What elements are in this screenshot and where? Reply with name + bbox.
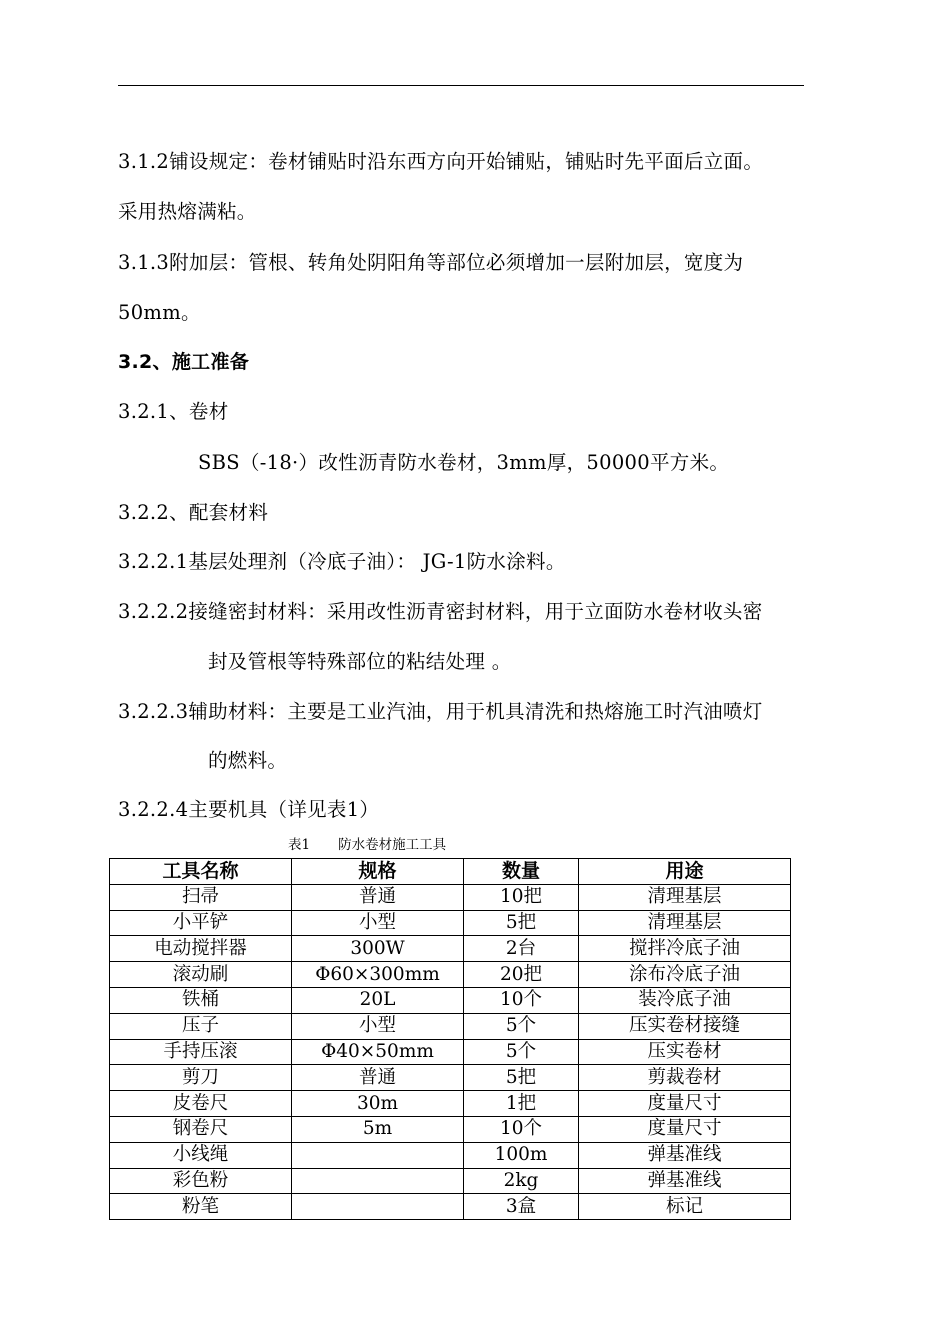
cell-quantity: 10个 (464, 1116, 579, 1142)
cell-usage: 弹基准线 (579, 1142, 791, 1168)
cell-usage: 压实卷材 (579, 1039, 791, 1065)
table-row (110, 962, 791, 988)
paragraph-3-2-2-1: 3.2.2.1基层处理剂（冷底子油）： JG-1防水涂料。 (118, 550, 566, 573)
header-rule (118, 85, 804, 86)
cell-usage: 压实卷材接缝 (579, 1013, 791, 1039)
header-spec: 规格 (292, 859, 464, 885)
cell-quantity: 1把 (464, 1091, 579, 1117)
cell-spec: 小型 (292, 1013, 464, 1039)
paragraph-3-1-3-cont: 50mm。 (118, 301, 201, 324)
cell-usage: 涂布冷底子油 (579, 962, 791, 988)
table-row (110, 1065, 791, 1091)
cell-tool-name: 扫帚 (110, 884, 292, 910)
cell-tool-name: 电动搅拌器 (110, 936, 292, 962)
cell-tool-name: 滚动刷 (110, 962, 292, 988)
cell-spec: 小型 (292, 910, 464, 936)
table-row (110, 1142, 791, 1168)
paragraph-3-2-2-4: 3.2.2.4主要机具（详见表1） (118, 798, 380, 821)
paragraph-3-2-1-detail: SBS（-18·）改性沥青防水卷材，3mm厚，50000平方米。 (198, 451, 730, 474)
header-usage: 用途 (579, 859, 791, 885)
table-row (110, 1013, 791, 1039)
cell-quantity: 3盒 (464, 1194, 579, 1220)
paragraph-3-2-2-3-cont: 的燃料。 (208, 749, 288, 772)
cell-usage: 装冷底子油 (579, 987, 791, 1013)
cell-spec: 5m (292, 1116, 464, 1142)
table-row (110, 1091, 791, 1117)
paragraph-3-1-2-cont: 采用热熔满粘。 (118, 200, 257, 223)
cell-quantity: 20把 (464, 962, 579, 988)
cell-tool-name: 压子 (110, 1013, 292, 1039)
paragraph-3-2-1: 3.2.1、卷材 (118, 400, 229, 423)
cell-usage: 清理基层 (579, 910, 791, 936)
cell-tool-name: 小平铲 (110, 910, 292, 936)
table-row (110, 884, 791, 910)
header-tool-name: 工具名称 (110, 859, 292, 885)
cell-quantity: 10把 (464, 884, 579, 910)
cell-spec: Φ60×300mm (292, 962, 464, 988)
cell-spec: 300W (292, 936, 464, 962)
table-row (110, 910, 791, 936)
tools-table (109, 858, 791, 1220)
paragraph-3-1-3: 3.1.3附加层：管根、转角处阴阳角等部位必须增加一层附加层，宽度为 (118, 251, 744, 274)
cell-usage: 清理基层 (579, 884, 791, 910)
table-row (110, 987, 791, 1013)
cell-spec: 20L (292, 987, 464, 1013)
cell-spec: Φ40×50mm (292, 1039, 464, 1065)
cell-quantity: 5把 (464, 1065, 579, 1091)
cell-spec (292, 1194, 464, 1220)
section-heading-3-2: 3.2、施工准备 (118, 351, 250, 373)
cell-tool-name: 皮卷尺 (110, 1091, 292, 1117)
cell-tool-name: 铁桶 (110, 987, 292, 1013)
cell-quantity: 10个 (464, 987, 579, 1013)
cell-quantity: 5个 (464, 1039, 579, 1065)
cell-usage: 剪裁卷材 (579, 1065, 791, 1091)
cell-usage: 弹基准线 (579, 1168, 791, 1194)
cell-spec: 普通 (292, 884, 464, 910)
table-header-row (110, 859, 791, 885)
cell-tool-name: 彩色粉 (110, 1168, 292, 1194)
table-row (110, 1194, 791, 1220)
cell-spec (292, 1168, 464, 1194)
cell-quantity: 5把 (464, 910, 579, 936)
table-row (110, 1168, 791, 1194)
cell-quantity: 100m (464, 1142, 579, 1168)
cell-usage: 度量尺寸 (579, 1116, 791, 1142)
cell-spec: 普通 (292, 1065, 464, 1091)
cell-quantity: 2台 (464, 936, 579, 962)
table-row (110, 1039, 791, 1065)
paragraph-3-2-2: 3.2.2、配套材料 (118, 501, 269, 524)
paragraph-3-2-2-2: 3.2.2.2接缝密封材料：采用改性沥青密封材料，用于立面防水卷材收头密 (118, 600, 763, 623)
cell-spec: 30m (292, 1091, 464, 1117)
cell-tool-name: 钢卷尺 (110, 1116, 292, 1142)
cell-usage: 搅拌冷底子油 (579, 936, 791, 962)
table-caption-title: 防水卷材施工工具 (338, 837, 447, 853)
header-quantity: 数量 (464, 859, 579, 885)
cell-usage: 度量尺寸 (579, 1091, 791, 1117)
table-caption-number: 表1 (288, 837, 311, 853)
paragraph-3-2-2-2-cont: 封及管根等特殊部位的粘结处理 。 (208, 650, 512, 673)
cell-quantity: 5个 (464, 1013, 579, 1039)
cell-quantity: 2kg (464, 1168, 579, 1194)
cell-tool-name: 小线绳 (110, 1142, 292, 1168)
tools-table-body (110, 884, 791, 1219)
table-row (110, 936, 791, 962)
paragraph-3-2-2-3: 3.2.2.3辅助材料：主要是工业汽油，用于机具清洗和热熔施工时汽油喷灯 (118, 700, 763, 723)
table-row (110, 1116, 791, 1142)
cell-spec (292, 1142, 464, 1168)
paragraph-3-1-2: 3.1.2铺设规定：卷材铺贴时沿东西方向开始铺贴，铺贴时先平面后立面。 (118, 150, 764, 173)
cell-tool-name: 剪刀 (110, 1065, 292, 1091)
cell-tool-name: 粉笔 (110, 1194, 292, 1220)
table-caption (288, 836, 446, 854)
cell-usage: 标记 (579, 1194, 791, 1220)
cell-tool-name: 手持压滚 (110, 1039, 292, 1065)
